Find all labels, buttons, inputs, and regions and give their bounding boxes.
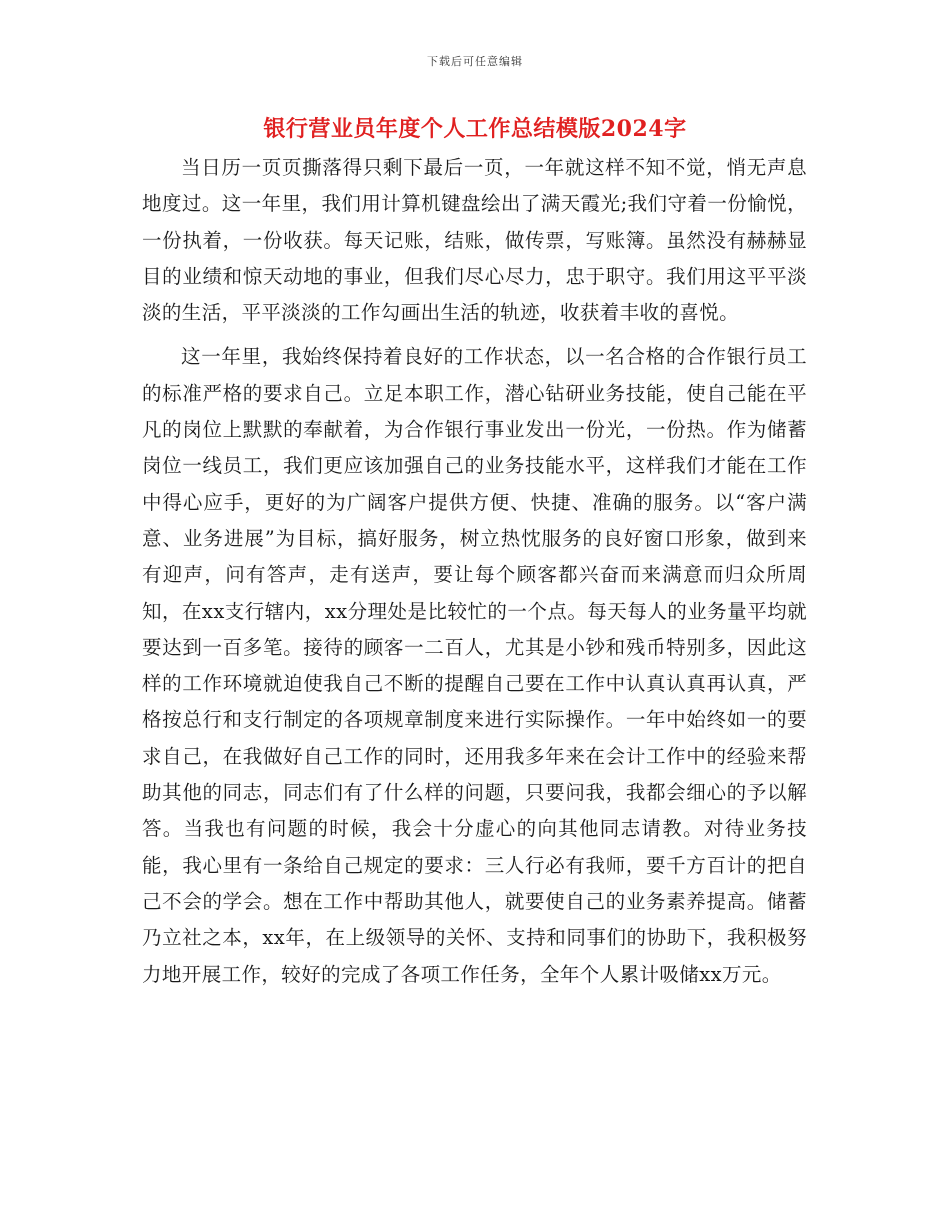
paragraph-2: 这一年里，我始终保持着良好的工作状态，以一名合格的合作银行员工的标准严格的要求自己。立足本职工作，潜心钻研业务技能，使自己能在平凡的岗位上默默的奉献着，为合作银行事业发出一份光，一份热。作为储蓄岗位一线员工，我们更应该加强自己的业务技能水平，这样我们才能在工作中得心应手，更好的为广阔客户提供方便、快捷、准确的服务。以“客户满意、业务进展”为目标，搞好服务，树立热忱服务的良好窗口形象，做到来有迎声，问有答声，走有送声，要让每个顾客都兴奋而来满意而归众所周知，在xx支行辖内，xx分理处是比较忙的一个点。每天每人的业务量平均就要达到一百多笔。接待的顾客一二百人，尤其是小钞和残币特别多，因此这样的工作环境就迫使我自己不断的提醒自己要在工作中认真认真再认真，严格按总行和支行制定的各项规章制度来进行实际操作。一年中始终如一的要求自己，在我做好自己工作的同时，还用我多年来在会计工作中的经验来帮助其他的同志，同志们有了什么样的问题，只要问我，我都会细心的予以解答。当我也有问题的时候，我会十分虚心的向其他同志请教。对待业务技能，我心里有一条给自己规定的要求：三人行必有我师，要千方百计的把自己不会的学会。想在工作中帮助其他人，就要使自己的业务素养提高。储蓄乃立社之本，xx年，在上级领导的关怀、支持和同事们的协助下，我积极努力地开展工作，较好的完成了各项工作任务，全年个人累计吸储xx万元。 bbox=[142, 345, 807, 986]
document-title: 银行营业员年度个人工作总结模版2024字 bbox=[263, 116, 687, 142]
document-body bbox=[142, 150, 807, 1001]
paragraph-1: 当日历一页页撕落得只剩下最后一页，一年就这样不知不觉，悄无声息地度过。这一年里，我们用计算机键盘绘出了满天霞光;我们守着一份愉悦，一份执着，一份收获。每天记账，结账，做传票，写账簿。虽然没有赫赫显目的业绩和惊天动地的事业，但我们尽心尽力，忠于职守。我们用这平平淡淡的生活，平平淡淡的工作勾画出生活的轨迹，收获着丰收的喜悦。 bbox=[142, 156, 807, 325]
header-note: 下载后可任意编辑 bbox=[427, 55, 523, 68]
